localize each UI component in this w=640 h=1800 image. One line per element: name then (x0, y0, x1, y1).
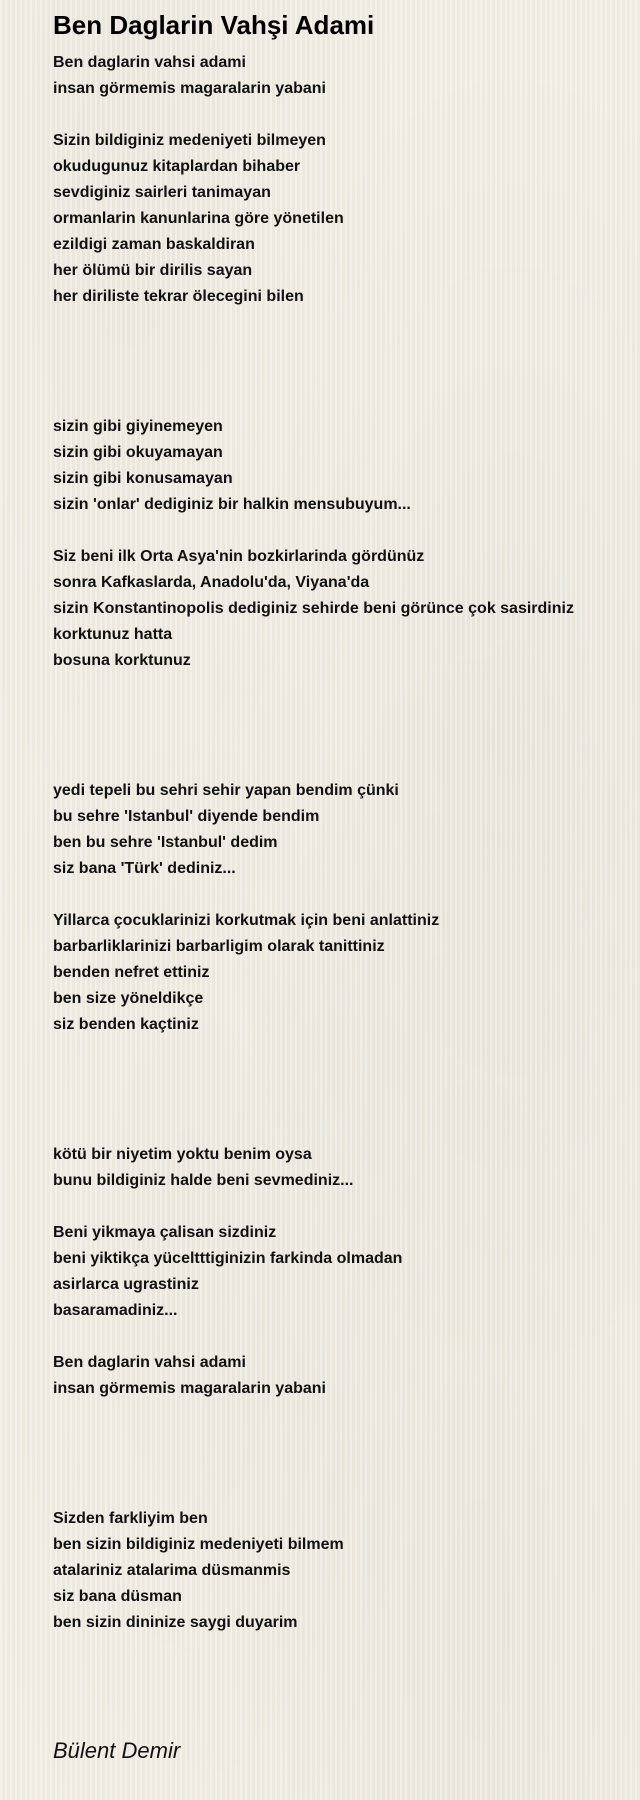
poem-stanza (53, 414, 640, 518)
poem-body (53, 50, 640, 1636)
poem-line: asirlarca ugrastiniz (53, 1276, 199, 1293)
poem-line: Beni yikmaya çalisan sizdiniz (53, 1224, 277, 1241)
poem-line: Sizden farkliyim ben (53, 1510, 208, 1527)
poem-stanza (53, 544, 640, 674)
poem-stanza (53, 128, 640, 310)
stanza-spacer (53, 518, 640, 544)
poem-stanza (53, 778, 640, 882)
poem-stanza (53, 1142, 640, 1194)
poem-line: yedi tepeli bu sehri sehir yapan bendim çünki (53, 782, 399, 799)
poem-line: ben sizin bildiginiz medeniyeti bilmem (53, 1536, 344, 1553)
poem-line: ormanlarin kanunlarina göre yönetilen (53, 210, 344, 227)
poem-line: bunu bildiginiz halde beni sevmediniz... (53, 1172, 354, 1189)
poem-line: sizin gibi giyinemeyen (53, 418, 223, 435)
poem-title: Ben Daglarin Vahşi Adami (53, 10, 375, 40)
stanza-spacer (53, 1194, 640, 1220)
stanza-spacer (53, 1038, 640, 1142)
stanza-spacer (53, 1324, 640, 1350)
poem-line: Ben daglarin vahsi adami (53, 54, 246, 71)
poem-line: sevdiginiz sairleri tanimayan (53, 184, 271, 201)
poem-line: sizin 'onlar' dediginiz bir halkin mensubuyum... (53, 496, 411, 513)
poem-line: Yillarca çocuklarinizi korkutmak için beni anlattiniz (53, 912, 440, 929)
poem-line: korktunuz hatta (53, 626, 173, 643)
stanza-spacer (53, 674, 640, 778)
poem-line: basaramadiniz... (53, 1302, 178, 1319)
poem-line: benden nefret ettiniz (53, 964, 210, 981)
poem-line: sonra Kafkaslarda, Anadolu'da, Viyana'da (53, 574, 370, 591)
poem-line: sizin gibi okuyamayan (53, 444, 223, 461)
poem-line: sizin gibi konusamayan (53, 470, 233, 487)
poem-line: her diriliste tekrar ölecegini bilen (53, 288, 304, 305)
stanza-spacer (53, 102, 640, 128)
poem-line: ben size yöneldikçe (53, 990, 204, 1007)
stanza-spacer (53, 882, 640, 908)
poem-line: sizin Konstantinopolis dediginiz sehirde beni görünce çok sasirdiniz (53, 600, 574, 617)
poem-line: Sizin bildiginiz medeniyeti bilmeyen (53, 132, 326, 149)
poem-stanza (53, 1220, 640, 1324)
poem-stanza (53, 50, 640, 102)
poem-line: ezildigi zaman baskaldiran (53, 236, 255, 253)
poem-line: bosuna korktunuz (53, 652, 191, 669)
stanza-spacer (53, 1402, 640, 1506)
poem-stanza (53, 1506, 640, 1636)
poem-line: kötü bir niyetim yoktu benim oysa (53, 1146, 312, 1163)
poem-line: insan görmemis magaralarin yabani (53, 80, 326, 97)
poem-line: ben bu sehre 'Istanbul' dedim (53, 834, 278, 851)
stanza-spacer (53, 310, 640, 414)
poem-line: insan görmemis magaralarin yabani (53, 1380, 326, 1397)
poem-line: beni yiktikça yüceltttiginizin farkinda olmadan (53, 1250, 403, 1267)
poem-stanza (53, 908, 640, 1038)
poem-line: barbarliklarinizi barbarligim olarak tanittiniz (53, 938, 385, 955)
poem-line: Ben daglarin vahsi adami (53, 1354, 246, 1371)
poem-line: atalariniz atalarima düsmanmis (53, 1562, 291, 1579)
poem-line: okudugunuz kitaplardan bihaber (53, 158, 301, 175)
poem-line: bu sehre 'Istanbul' diyende bendim (53, 808, 320, 825)
poem-line: siz bana düsman (53, 1588, 182, 1605)
poem-line: ben sizin dininize saygi duyarim (53, 1614, 298, 1631)
poem-line: her ölümü bir dirilis sayan (53, 262, 253, 279)
poem-author: Bülent Demir (53, 1738, 181, 1763)
poem-line: Siz beni ilk Orta Asya'nin bozkirlarinda gördünüz (53, 548, 425, 565)
poem-stanza (53, 1350, 640, 1402)
poem-line: siz bana 'Türk' dediniz... (53, 860, 236, 877)
poem-line: siz benden kaçtiniz (53, 1016, 199, 1033)
